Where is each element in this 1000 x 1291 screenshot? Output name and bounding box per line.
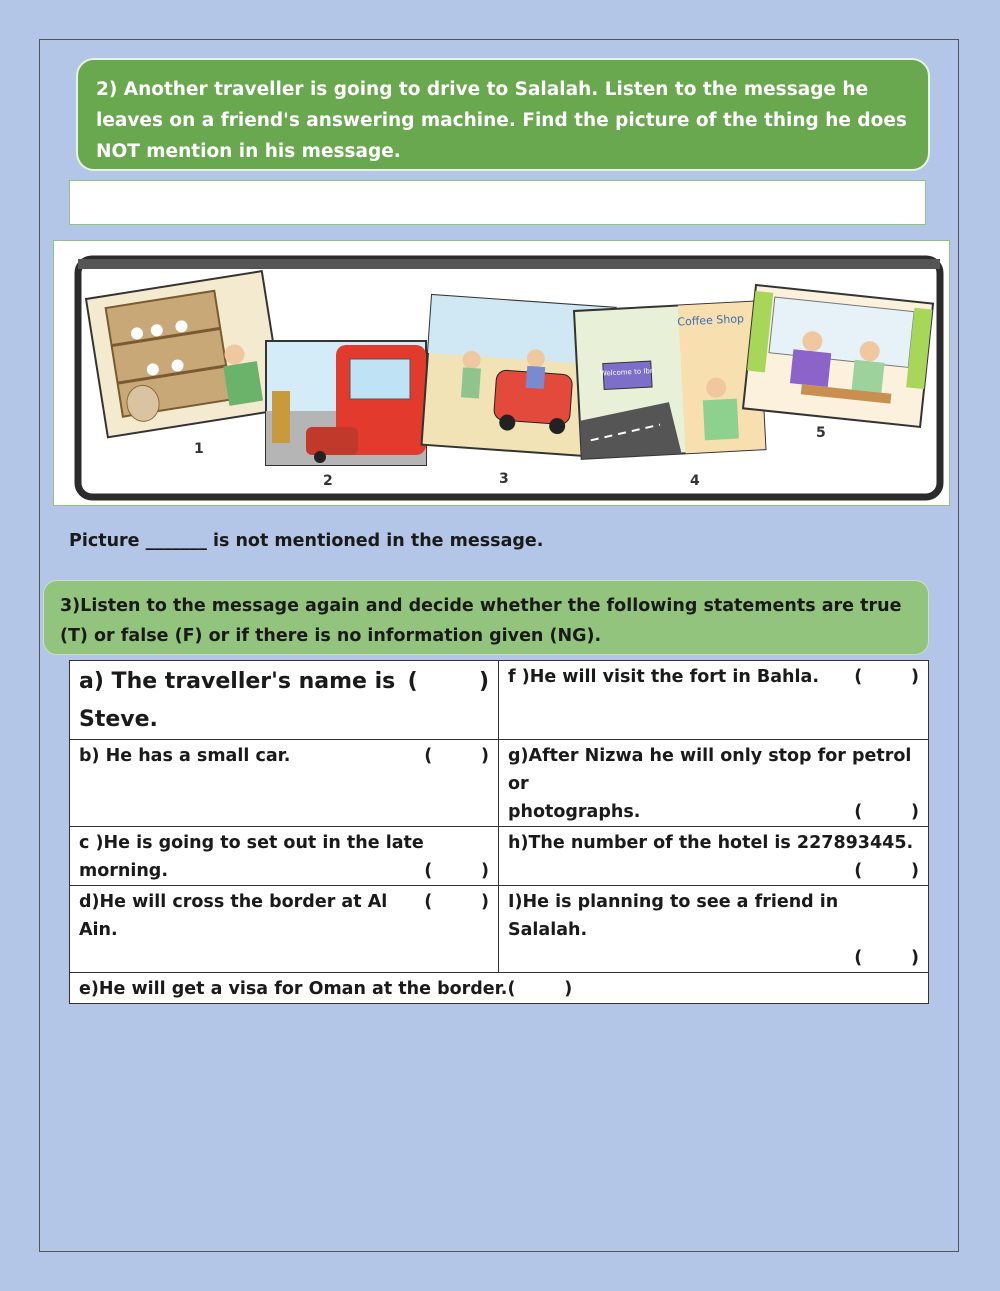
- answer-input-box[interactable]: [69, 180, 926, 225]
- picture-5[interactable]: [743, 285, 933, 427]
- statement-c-line2: morning.: [79, 861, 168, 881]
- statement-h: [499, 827, 929, 886]
- statement-g-line2: photographs.: [508, 802, 641, 822]
- picture-number-5: 5: [816, 425, 826, 441]
- statement-f-blank[interactable]: ( ): [854, 667, 919, 687]
- picture-4[interactable]: [574, 301, 765, 458]
- statement-g-blank[interactable]: ( ): [854, 802, 919, 822]
- statement-e: [70, 973, 929, 1004]
- statement-h-text: h)The number of the hotel is 227893445.: [508, 833, 914, 853]
- picture-number-4: 4: [690, 473, 700, 489]
- statement-i: [499, 886, 929, 973]
- statement-a: [70, 661, 499, 740]
- statement-d: [70, 886, 499, 973]
- statement-d-blank[interactable]: ( ): [424, 892, 489, 912]
- sign-coffee-shop: Coffee Shop: [677, 312, 745, 329]
- statements-table: [69, 660, 929, 1004]
- table-row: [70, 973, 929, 1004]
- statement-b-blank[interactable]: ( ): [424, 746, 489, 766]
- question-3-text: 3)Listen to the message again and decide whether the following statements are true (T) or false (F) or if there is no information given (NG).: [60, 596, 902, 646]
- picture-1[interactable]: [86, 271, 284, 437]
- statement-c: [70, 827, 499, 886]
- statement-c-blank[interactable]: ( ): [424, 861, 489, 881]
- statement-i-blank[interactable]: ( ): [854, 948, 919, 968]
- statement-i-text: I)He is planning to see a friend in Salalah.: [508, 892, 839, 940]
- question-3-instructions: [43, 580, 929, 655]
- picture-answer-line: Picture _______ is not mentioned in the message.: [69, 531, 544, 551]
- statement-e-text: e)He will get a visa for Oman at the border.: [79, 979, 508, 999]
- pictures-strip: [53, 240, 950, 506]
- table-row: [70, 740, 929, 827]
- sign-welcome: Welcome to Ibri: [599, 366, 655, 378]
- question-2-instructions: [76, 58, 930, 171]
- table-row: [70, 827, 929, 886]
- statement-g: [499, 740, 929, 827]
- statement-a-blank[interactable]: ( ): [407, 669, 489, 694]
- statement-a-text: a) The traveller's name is Steve.: [79, 669, 396, 732]
- picture-number-3: 3: [499, 471, 509, 487]
- picture-2[interactable]: [266, 341, 426, 465]
- statement-d-text: d)He will cross the border at Al Ain.: [79, 892, 388, 940]
- table-row: [70, 661, 929, 740]
- statement-c-line1: c )He is going to set out in the late: [79, 833, 424, 853]
- question-2-text: 2) Another traveller is going to drive to Salalah. Listen to the message he leaves on a friend's answering machine. Find the picture of the thing he does NOT mention in his message.: [96, 79, 907, 162]
- picture-number-2: 2: [323, 473, 333, 489]
- table-row: [70, 886, 929, 973]
- statement-g-line1: g)After Nizwa he will only stop for petrol or: [508, 746, 912, 794]
- statement-b: [70, 740, 499, 827]
- statement-f: [499, 661, 929, 740]
- statement-f-text: f )He will visit the fort in Bahla.: [508, 667, 819, 687]
- pictures-illustration: [54, 241, 951, 507]
- statement-b-text: b) He has a small car.: [79, 746, 291, 766]
- picture-number-1: 1: [194, 441, 204, 457]
- statement-e-blank[interactable]: ( ): [507, 979, 573, 999]
- statement-h-blank[interactable]: ( ): [854, 861, 919, 881]
